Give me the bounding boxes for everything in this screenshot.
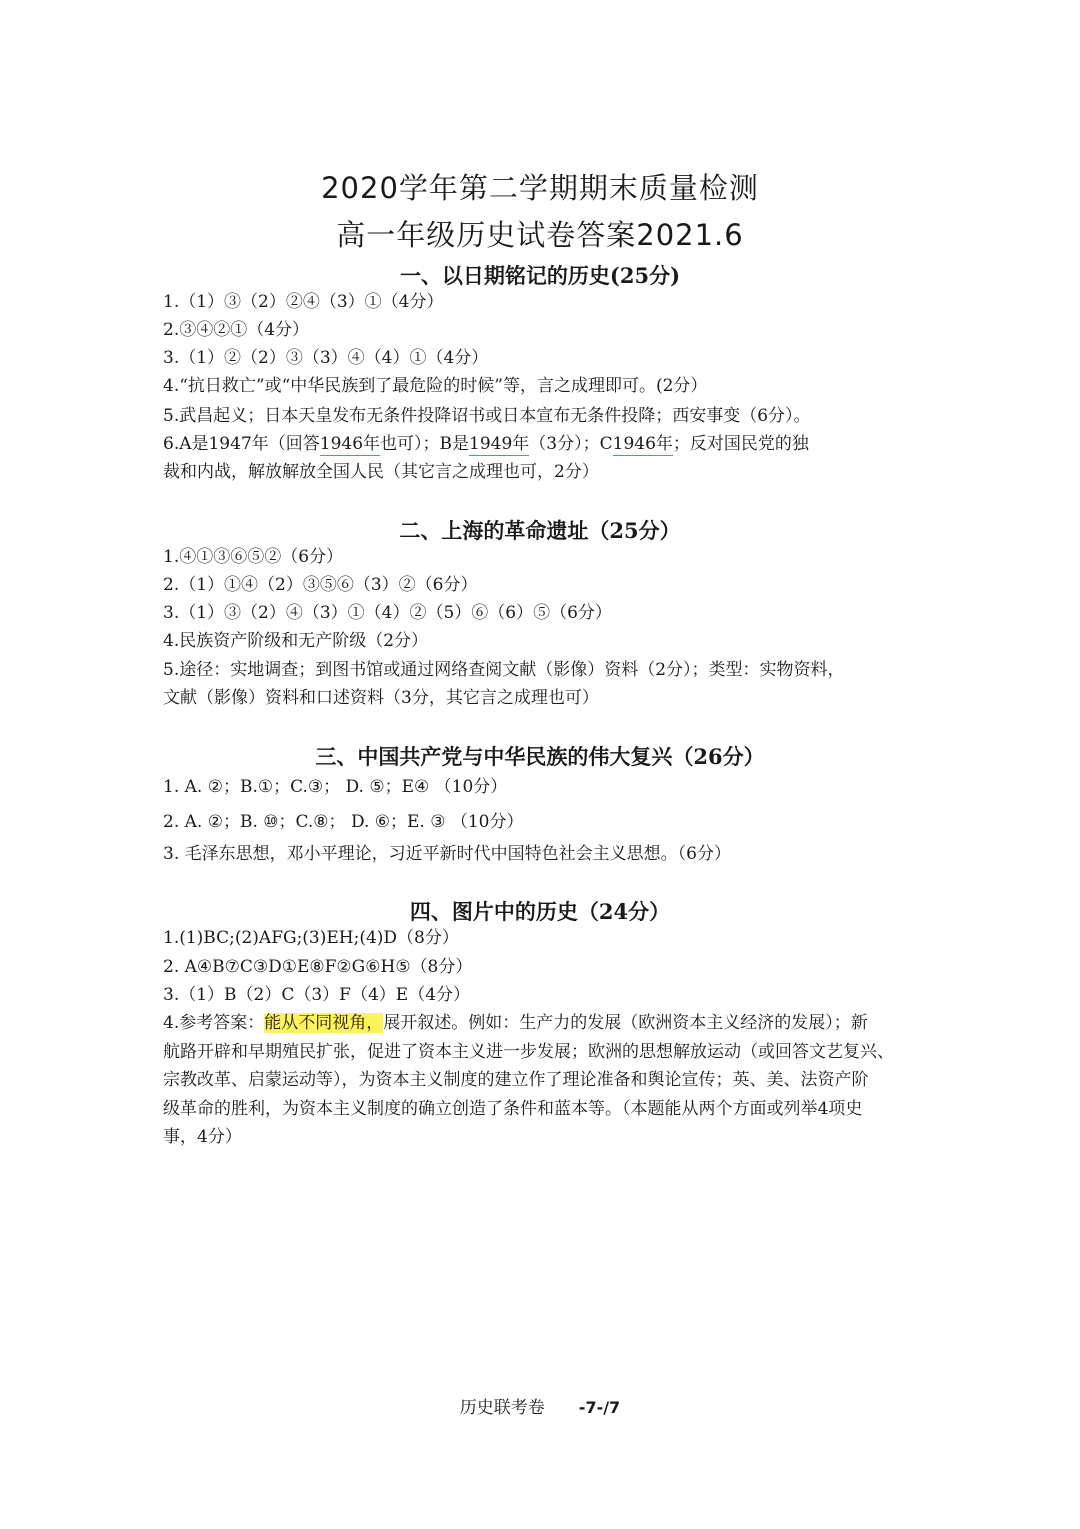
section-3-title: 三、中国共产党与中华民族的伟大复兴（26分） (315, 744, 765, 769)
section-3-answer-1: 1. A. ②；B.①；C.③； D. ⑤；E④ （10分） (163, 777, 508, 797)
section-4-answer-2: 2. A④B⑦C③D①E⑧F②G⑥H⑤（8分） (163, 957, 473, 977)
section-3-answer-3: 3. 毛泽东思想，邓小平理论，习近平新时代中国特色社会主义思想。（6分） (163, 844, 731, 864)
section-4-answer-1: 1.(1)BC;(2)AFG;(3)EH;(4)D（8分） (163, 928, 459, 948)
underlined-year-3: 1946年 (613, 434, 673, 456)
section-1-answer-6-cont: 裁和内战，解放解放全国人民（其它言之成理也可，2分） (163, 462, 599, 482)
document-title: 2020学年第二学期期末质量检测 (321, 171, 759, 205)
footer-label: 历史联考卷 (459, 1398, 545, 1418)
section-2-answer-5-cont: 文献（影像）资料和口述资料（3分，其它言之成理也可） (163, 688, 599, 708)
section-1-answer-5: 5.武昌起义；日本天皇发布无条件投降诏书或日本宣布无条件投降；西安事变（6分）。 (163, 406, 811, 426)
document-subtitle: 高一年级历史试卷答案2021.6 (336, 218, 744, 252)
section-4-answer-4-line-2: 航路开辟和早期殖民扩张，促进了资本主义进一步发展；欧洲的思想解放运动（或回答文艺复兴、 (163, 1042, 894, 1062)
section-4-answer-4 (163, 1011, 923, 1035)
section-1-answer-4: 4.“抗日救亡”或“中华民族到了最危险的时候”等，言之成理即可。(2分） (163, 376, 708, 396)
answer-6-text-c: （3分）；C (529, 434, 613, 454)
highlighted-phrase: 能从不同视角， (264, 1013, 384, 1033)
section-4-title: 四、图片中的历史（24分） (409, 899, 671, 924)
answer-6-text-d: ；反对国民党的独 (672, 434, 809, 454)
section-1-answer-1: 1.（1）③（2）②④（3）①（4分） (163, 292, 444, 312)
section-1-answer-6 (163, 432, 923, 456)
section-2-title: 二、上海的革命遗址（25分） (399, 518, 681, 543)
section-1-answer-3: 3.（1）②（2）③（3）④（4）①（4分） (163, 348, 489, 368)
section-2-answer-5: 5.途径：实地调查；到图书馆或通过网络查阅文献（影像）资料（2分）；类型：实物资料， (163, 660, 845, 680)
underlined-year-1: 1946年 (320, 434, 380, 456)
section-2-answer-3: 3.（1）③（2）④（3）①（4）②（5）⑥（6）⑤（6分） (163, 603, 612, 623)
section-4-answer-3: 3.（1）B（2）C（3）F（4）E（4分） (163, 985, 471, 1005)
section-2-answer-1: 1.④①③⑥⑤②（6分） (163, 547, 344, 567)
page-footer (0, 1393, 1080, 1418)
section-2-answer-4: 4.民族资产阶级和无产阶级（2分） (163, 631, 429, 651)
section-1-answer-2: 2.③④②①（4分） (163, 320, 310, 340)
section-4-answer-4-line-4: 级革命的胜利，为资本主义制度的确立创造了条件和蓝本等。（本题能从两个方面或列举4项史 (163, 1099, 863, 1119)
answer-4-prefix: 4.参考答案： (163, 1013, 265, 1033)
section-2-answer-2: 2.（1）①④（2）③⑤⑥（3）②（6分） (163, 575, 478, 595)
section-4-answer-4-line-5: 事，4分） (163, 1127, 242, 1147)
section-4-answer-4-line-3: 宗教改革、启蒙运动等），为资本主义制度的建立作了理论准备和舆论宣传；英、美、法资产阶 (163, 1070, 869, 1090)
section-3-answer-2: 2. A. ②；B. ⑩；C.⑧； D. ⑥；E. ③ （10分） (163, 812, 524, 832)
answer-4-text: 展开叙述。例如：生产力的发展（欧洲资本主义经济的发展）；新 (383, 1013, 868, 1033)
underlined-year-2: 1949年 (469, 434, 529, 456)
answer-6-text-b: 也可）；B是 (380, 434, 470, 454)
answer-6-text-a: 6.A是1947年（回答 (163, 434, 320, 454)
section-1-title: 一、以日期铭记的历史(25分) (399, 263, 681, 288)
page-number: -7-/7 (578, 1398, 621, 1417)
